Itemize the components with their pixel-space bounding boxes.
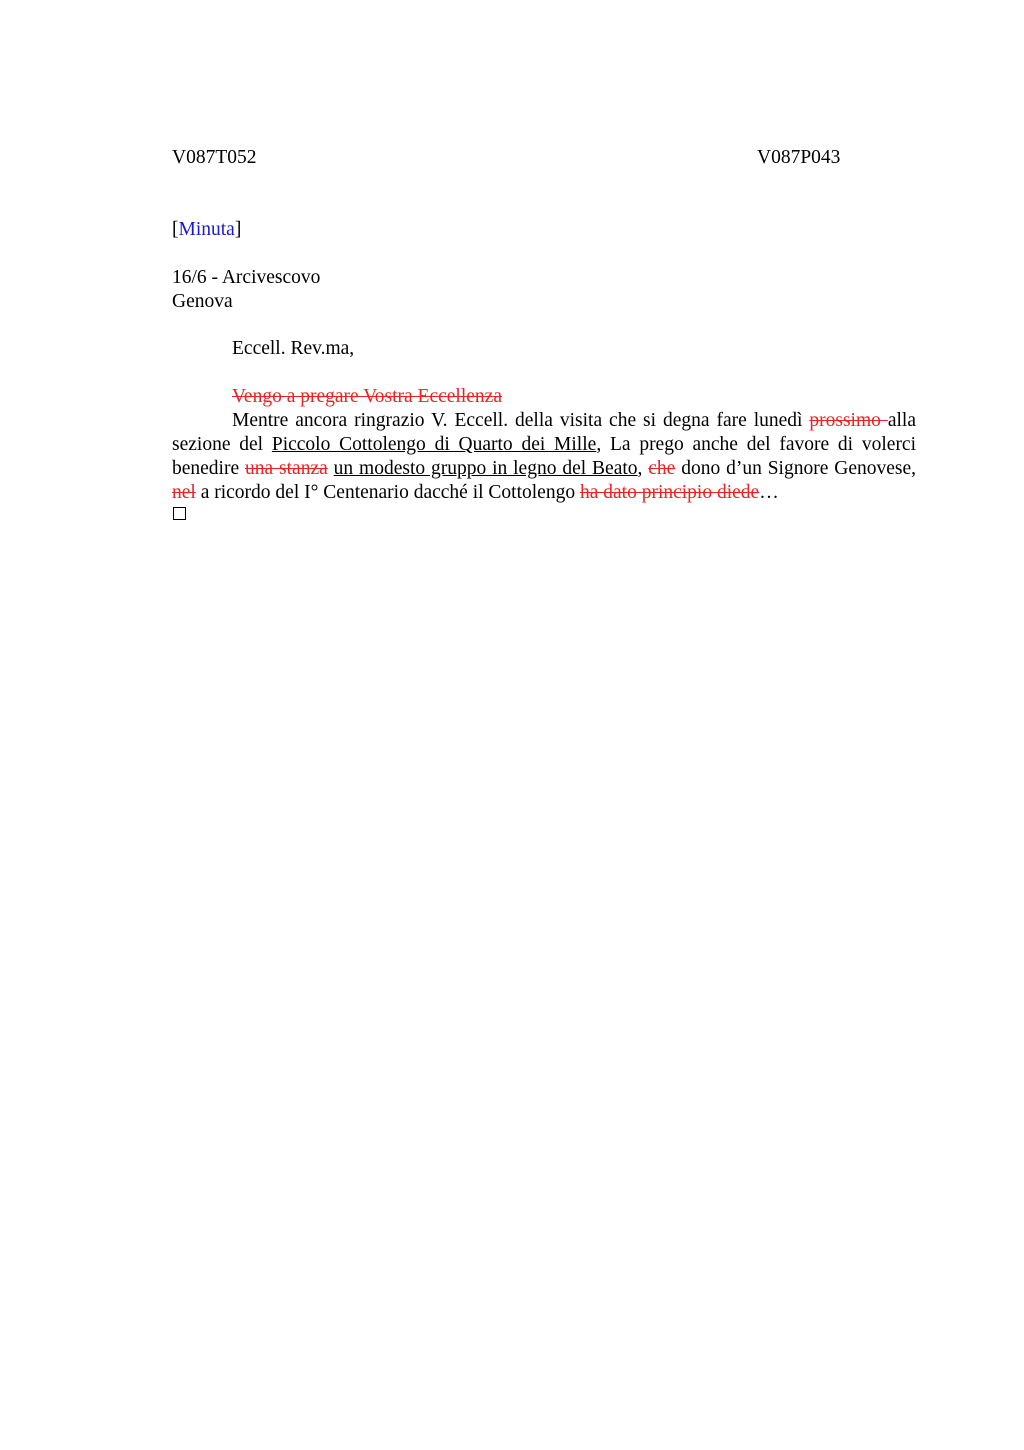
body-text-segment: , bbox=[637, 458, 649, 479]
minuta-open-bracket: [ bbox=[172, 219, 179, 240]
square-outline-icon bbox=[173, 507, 186, 520]
body-text-segment: , La prego anche del favore di volerci benedire bbox=[172, 434, 917, 479]
document-code-left: V087T052 bbox=[172, 147, 257, 168]
deleted-text: ha dato principio diede bbox=[579, 482, 760, 503]
letter-body bbox=[172, 409, 916, 505]
minuta-label bbox=[172, 218, 241, 242]
deleted-opening-line: Vengo a pregare Vostra Eccellenza bbox=[232, 386, 502, 407]
minuta-close-bracket: ] bbox=[234, 219, 242, 240]
deleted-text: una stanza bbox=[245, 458, 328, 479]
body-text-segment: dono d’un Signore Genovese, bbox=[675, 458, 917, 479]
underlined-text: Piccolo Cottolengo di Quarto dei Mille bbox=[271, 434, 597, 455]
body-text-segment: Mentre ancora ringrazio V. Eccell. della visita che si degna fare lunedì bbox=[232, 410, 810, 431]
recipient-city: Genova bbox=[172, 291, 233, 312]
document-code-right: V087P043 bbox=[757, 147, 841, 168]
body-text-segment: … bbox=[759, 482, 779, 503]
body-text-segment: alla sezione del bbox=[172, 410, 916, 455]
deleted-text: prossimo bbox=[809, 410, 888, 431]
underlined-text: un modesto gruppo in legno del Beato bbox=[333, 458, 638, 479]
recipient-date-line: 16/6 - Arcivescovo bbox=[172, 267, 321, 288]
minuta-link[interactable]: Minuta bbox=[178, 219, 235, 240]
salutation: Eccell. Rev.ma, bbox=[232, 338, 355, 359]
deleted-text: che bbox=[648, 458, 676, 479]
deleted-text: nel bbox=[172, 482, 196, 503]
body-text-segment: a ricordo del I° Centenario dacché il Cottolengo bbox=[195, 482, 580, 503]
